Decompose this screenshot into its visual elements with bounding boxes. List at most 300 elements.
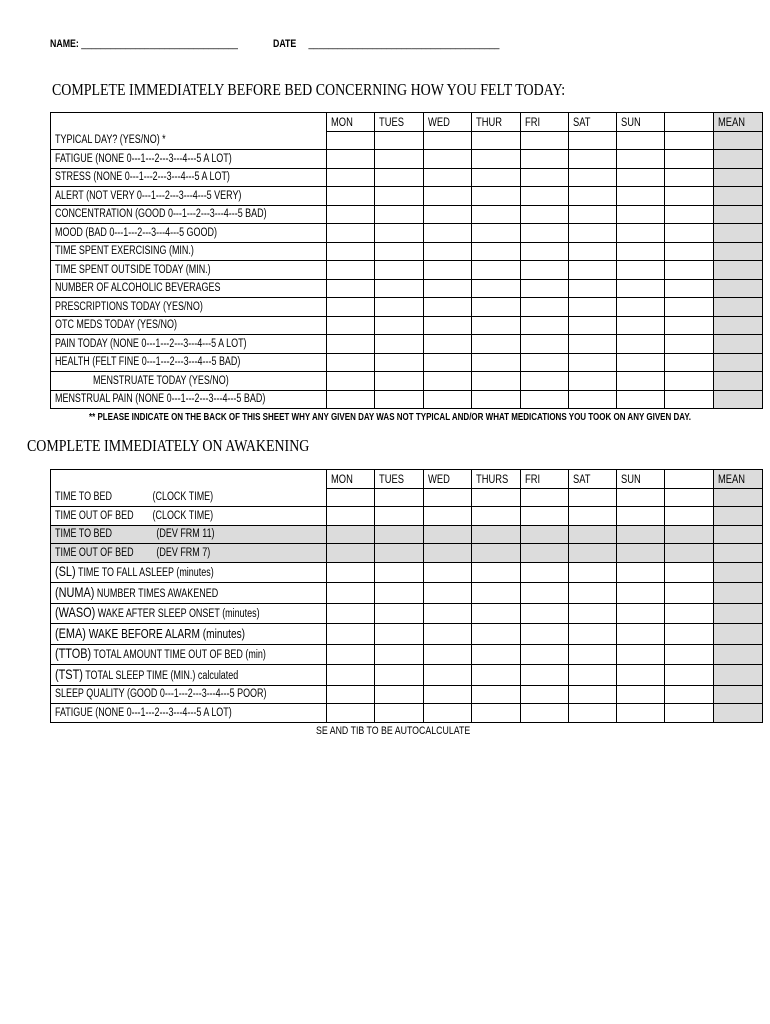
mean-cell <box>714 624 763 645</box>
entry-cell[interactable] <box>569 353 617 372</box>
entry-cell[interactable] <box>375 603 424 624</box>
entry-cell[interactable] <box>327 205 375 224</box>
entry-cell[interactable] <box>424 242 472 261</box>
entry-cell[interactable] <box>327 187 375 206</box>
entry-cell[interactable] <box>472 583 521 604</box>
measure-description: WAKE AFTER SLEEP ONSET (minutes) <box>95 608 260 621</box>
entry-cell[interactable] <box>327 562 375 583</box>
morning-table <box>50 469 763 723</box>
entry-cell[interactable] <box>375 279 424 298</box>
entry-cell[interactable] <box>521 261 569 280</box>
entry-cell[interactable] <box>327 525 375 544</box>
mean-cell <box>714 372 763 391</box>
back-of-sheet-note: ** PLEASE INDICATE ON THE BACK OF THIS SHEET WHY ANY GIVEN DAY WAS NOT TYPICAL AND/OR WHAT MEDICATIONS YOU TOOK ON ANY GIVEN DAY. <box>89 412 691 423</box>
row-label-detail: (CLOCK TIME) <box>152 491 214 503</box>
entry-cell[interactable] <box>665 644 714 665</box>
entry-cell[interactable] <box>375 187 424 206</box>
entry-cell[interactable] <box>472 316 521 335</box>
table-row <box>51 335 763 354</box>
mean-cell <box>714 353 763 372</box>
entry-cell[interactable] <box>521 562 569 583</box>
entry-cell[interactable] <box>472 372 521 391</box>
entry-cell[interactable] <box>424 562 472 583</box>
entry-cell[interactable] <box>472 168 521 187</box>
entry-cell[interactable] <box>617 205 665 224</box>
entry-cell[interactable] <box>569 544 617 563</box>
measure-description: TOTAL AMOUNT TIME OUT OF BED (min) <box>91 649 266 662</box>
entry-cell[interactable] <box>424 704 472 723</box>
mean-cell <box>714 205 763 224</box>
entry-cell[interactable] <box>472 205 521 224</box>
mean-cell <box>714 544 763 563</box>
entry-cell[interactable] <box>521 298 569 317</box>
entry-cell[interactable] <box>472 298 521 317</box>
row-label-text: TIME TO BED <box>55 528 112 541</box>
mean-cell <box>714 704 763 723</box>
entry-cell[interactable] <box>424 131 472 150</box>
entry-cell[interactable] <box>472 353 521 372</box>
entry-cell[interactable] <box>327 224 375 243</box>
entry-cell[interactable] <box>327 150 375 169</box>
entry-cell[interactable] <box>665 665 714 686</box>
table-row <box>51 390 763 409</box>
entry-cell[interactable] <box>327 353 375 372</box>
mean-cell <box>714 525 763 544</box>
entry-cell[interactable] <box>424 279 472 298</box>
entry-cell[interactable] <box>375 704 424 723</box>
entry-cell[interactable] <box>424 507 472 526</box>
entry-cell[interactable] <box>472 562 521 583</box>
entry-cell[interactable] <box>617 562 665 583</box>
entry-cell[interactable] <box>424 390 472 409</box>
entry-cell[interactable] <box>327 488 375 507</box>
entry-cell[interactable] <box>472 131 521 150</box>
entry-cell[interactable] <box>665 168 714 187</box>
row-label-text: TIME OUT OF BED <box>55 546 134 559</box>
entry-cell[interactable] <box>569 390 617 409</box>
entry-cell[interactable] <box>569 488 617 507</box>
entry-cell[interactable] <box>472 150 521 169</box>
date-label: DATE <box>273 38 297 50</box>
entry-cell[interactable] <box>665 562 714 583</box>
entry-cell[interactable] <box>521 372 569 391</box>
entry-cell[interactable] <box>424 224 472 243</box>
entry-cell[interactable] <box>327 685 375 704</box>
entry-cell[interactable] <box>617 704 665 723</box>
entry-cell[interactable] <box>617 685 665 704</box>
entry-cell[interactable] <box>424 685 472 704</box>
entry-cell[interactable] <box>665 704 714 723</box>
entry-cell[interactable] <box>617 624 665 645</box>
row-label: ALERT (NOT VERY 0---1---2---3---4---5 VERY) <box>51 187 327 206</box>
entry-cell[interactable] <box>375 583 424 604</box>
entry-cell[interactable] <box>327 644 375 665</box>
entry-cell[interactable] <box>375 298 424 317</box>
entry-cell[interactable] <box>521 583 569 604</box>
entry-cell[interactable] <box>327 704 375 723</box>
entry-cell[interactable] <box>617 150 665 169</box>
mean-cell <box>714 261 763 280</box>
entry-cell[interactable] <box>665 583 714 604</box>
entry-cell[interactable] <box>521 507 569 526</box>
entry-cell[interactable] <box>569 224 617 243</box>
entry-cell[interactable] <box>375 507 424 526</box>
entry-cell[interactable] <box>472 187 521 206</box>
column-header: SUN <box>617 470 665 489</box>
row-label-detail: (CLOCK TIME) <box>152 509 214 522</box>
section1-title: COMPLETE IMMEDIATELY BEFORE BED CONCERNING HOW YOU FELT TODAY: <box>52 80 566 99</box>
entry-cell[interactable] <box>569 665 617 686</box>
measure-description: TIME TO FALL ASLEEP (minutes) <box>75 567 214 580</box>
row-label-detail: (DEV FRM 11) <box>156 528 215 541</box>
entry-cell[interactable] <box>424 335 472 354</box>
entry-cell[interactable] <box>617 131 665 150</box>
column-header: WED <box>424 113 472 132</box>
entry-cell[interactable] <box>375 131 424 150</box>
entry-cell[interactable] <box>569 335 617 354</box>
row-label <box>51 665 327 686</box>
entry-cell[interactable] <box>327 316 375 335</box>
entry-cell[interactable] <box>617 242 665 261</box>
entry-cell[interactable] <box>569 279 617 298</box>
row-label: MOOD (BAD 0---1---2---3---4---5 GOOD) <box>51 224 327 243</box>
entry-cell[interactable] <box>375 544 424 563</box>
entry-cell[interactable] <box>472 242 521 261</box>
entry-cell[interactable] <box>617 488 665 507</box>
entry-cell[interactable] <box>327 168 375 187</box>
entry-cell[interactable] <box>424 665 472 686</box>
entry-cell[interactable] <box>472 279 521 298</box>
entry-cell[interactable] <box>665 372 714 391</box>
entry-cell[interactable] <box>424 150 472 169</box>
entry-cell[interactable] <box>521 353 569 372</box>
table-row <box>51 525 763 544</box>
entry-cell[interactable] <box>521 205 569 224</box>
entry-cell[interactable] <box>472 335 521 354</box>
entry-cell[interactable] <box>472 603 521 624</box>
entry-cell[interactable] <box>472 390 521 409</box>
entry-cell[interactable] <box>665 298 714 317</box>
entry-cell[interactable] <box>521 242 569 261</box>
name-field[interactable] <box>50 38 285 50</box>
mean-cell <box>714 583 763 604</box>
entry-cell[interactable] <box>665 507 714 526</box>
entry-cell[interactable] <box>665 131 714 150</box>
entry-cell[interactable] <box>472 544 521 563</box>
entry-cell[interactable] <box>569 131 617 150</box>
entry-cell[interactable] <box>521 704 569 723</box>
entry-cell[interactable] <box>472 644 521 665</box>
entry-cell[interactable] <box>375 353 424 372</box>
entry-cell[interactable] <box>424 168 472 187</box>
entry-cell[interactable] <box>521 685 569 704</box>
entry-cell[interactable] <box>665 261 714 280</box>
entry-cell[interactable] <box>375 316 424 335</box>
name-blank[interactable]: ________________________________ <box>81 38 238 50</box>
entry-cell[interactable] <box>521 131 569 150</box>
entry-cell[interactable] <box>617 187 665 206</box>
entry-cell[interactable] <box>665 603 714 624</box>
mean-cell <box>714 562 763 583</box>
entry-cell[interactable] <box>327 242 375 261</box>
entry-cell[interactable] <box>617 665 665 686</box>
entry-cell[interactable] <box>665 150 714 169</box>
entry-cell[interactable] <box>617 583 665 604</box>
column-header: SAT <box>569 113 617 132</box>
entry-cell[interactable] <box>665 488 714 507</box>
entry-cell[interactable] <box>327 603 375 624</box>
entry-cell[interactable] <box>569 298 617 317</box>
entry-cell[interactable] <box>569 187 617 206</box>
entry-cell[interactable] <box>424 624 472 645</box>
entry-cell[interactable] <box>521 603 569 624</box>
entry-cell[interactable] <box>665 242 714 261</box>
entry-cell[interactable] <box>521 488 569 507</box>
entry-cell[interactable] <box>617 544 665 563</box>
entry-cell[interactable] <box>665 279 714 298</box>
table-row <box>51 644 763 665</box>
measure-description: WAKE BEFORE ALARM (minutes) <box>85 625 246 641</box>
entry-cell[interactable] <box>375 624 424 645</box>
entry-cell[interactable] <box>472 488 521 507</box>
entry-cell[interactable] <box>521 279 569 298</box>
entry-cell[interactable] <box>375 168 424 187</box>
entry-cell[interactable] <box>521 150 569 169</box>
entry-cell[interactable] <box>617 372 665 391</box>
row-label: OTC MEDS TODAY (YES/NO) <box>51 316 327 335</box>
entry-cell[interactable] <box>617 525 665 544</box>
column-header: SUN <box>617 113 665 132</box>
entry-cell[interactable] <box>424 205 472 224</box>
column-header: FRI <box>521 470 569 489</box>
entry-cell[interactable] <box>569 316 617 335</box>
entry-cell[interactable] <box>375 685 424 704</box>
entry-cell[interactable] <box>569 168 617 187</box>
header-row <box>51 113 763 132</box>
entry-cell[interactable] <box>665 544 714 563</box>
table-row <box>51 562 763 583</box>
measure-abbreviation: (WASO) <box>55 604 96 621</box>
entry-cell[interactable] <box>424 298 472 317</box>
row-label: PAIN TODAY (NONE 0---1---2---3---4---5 A LOT) <box>51 335 327 354</box>
entry-cell[interactable] <box>424 372 472 391</box>
entry-cell[interactable] <box>617 390 665 409</box>
entry-cell[interactable] <box>665 205 714 224</box>
entry-cell[interactable] <box>375 562 424 583</box>
table-row <box>51 224 763 243</box>
row-label: MENSTRUAL PAIN (NONE 0---1---2---3---4---5 BAD) <box>51 390 327 409</box>
entry-cell[interactable] <box>569 507 617 526</box>
entry-cell[interactable] <box>617 168 665 187</box>
entry-cell[interactable] <box>424 603 472 624</box>
entry-cell[interactable] <box>617 298 665 317</box>
entry-cell[interactable] <box>472 704 521 723</box>
entry-cell[interactable] <box>665 224 714 243</box>
entry-cell[interactable] <box>327 507 375 526</box>
entry-cell[interactable] <box>375 261 424 280</box>
entry-cell[interactable] <box>569 150 617 169</box>
entry-cell[interactable] <box>375 372 424 391</box>
mean-cell <box>714 131 763 150</box>
entry-cell[interactable] <box>375 390 424 409</box>
entry-cell[interactable] <box>521 224 569 243</box>
entry-cell[interactable] <box>424 316 472 335</box>
entry-cell[interactable] <box>375 224 424 243</box>
entry-cell[interactable] <box>472 507 521 526</box>
table-row <box>51 353 763 372</box>
mean-cell <box>714 665 763 686</box>
table-row <box>51 507 763 526</box>
date-field[interactable] <box>273 38 556 50</box>
entry-cell[interactable] <box>521 624 569 645</box>
entry-cell[interactable] <box>472 685 521 704</box>
row-label: TYPICAL DAY? (YES/NO) * <box>51 131 327 150</box>
entry-cell[interactable] <box>665 525 714 544</box>
entry-cell[interactable] <box>327 665 375 686</box>
measure-description: TOTAL SLEEP TIME (MIN.) calculated <box>82 669 239 682</box>
entry-cell[interactable] <box>665 624 714 645</box>
entry-cell[interactable] <box>569 685 617 704</box>
column-header <box>665 470 714 489</box>
entry-cell[interactable] <box>569 372 617 391</box>
entry-cell[interactable] <box>375 242 424 261</box>
entry-cell[interactable] <box>521 187 569 206</box>
entry-cell[interactable] <box>569 525 617 544</box>
header-label-cell <box>51 470 327 489</box>
entry-cell[interactable] <box>665 316 714 335</box>
entry-cell[interactable] <box>665 335 714 354</box>
table-row <box>51 685 763 704</box>
entry-cell[interactable] <box>375 335 424 354</box>
entry-cell[interactable] <box>617 279 665 298</box>
entry-cell[interactable] <box>617 261 665 280</box>
column-header: MON <box>327 113 375 132</box>
column-header: MEAN <box>714 470 763 489</box>
entry-cell[interactable] <box>617 224 665 243</box>
column-header: TUES <box>375 113 424 132</box>
entry-cell[interactable] <box>424 261 472 280</box>
measure-abbreviation: (SL) <box>55 563 76 580</box>
entry-cell[interactable] <box>472 224 521 243</box>
entry-cell[interactable] <box>327 261 375 280</box>
entry-cell[interactable] <box>665 390 714 409</box>
header-label-cell <box>51 113 327 132</box>
entry-cell[interactable] <box>521 525 569 544</box>
entry-cell[interactable] <box>424 583 472 604</box>
entry-cell[interactable] <box>617 603 665 624</box>
entry-cell[interactable] <box>521 665 569 686</box>
entry-cell[interactable] <box>424 644 472 665</box>
entry-cell[interactable] <box>665 353 714 372</box>
entry-cell[interactable] <box>327 335 375 354</box>
entry-cell[interactable] <box>375 150 424 169</box>
table-row <box>51 704 763 723</box>
mean-cell <box>714 644 763 665</box>
entry-cell[interactable] <box>617 644 665 665</box>
row-label: STRESS (NONE 0---1---2---3---4---5 A LOT) <box>51 168 327 187</box>
entry-cell[interactable] <box>665 685 714 704</box>
entry-cell[interactable] <box>327 624 375 645</box>
entry-cell[interactable] <box>521 335 569 354</box>
measure-abbreviation: (NUMA) <box>55 583 95 600</box>
entry-cell[interactable] <box>327 279 375 298</box>
entry-cell[interactable] <box>521 644 569 665</box>
entry-cell[interactable] <box>327 372 375 391</box>
entry-cell[interactable] <box>569 242 617 261</box>
column-header: MEAN <box>714 113 763 132</box>
entry-cell[interactable] <box>569 704 617 723</box>
table-row <box>51 168 763 187</box>
entry-cell[interactable] <box>375 644 424 665</box>
entry-cell[interactable] <box>569 624 617 645</box>
entry-cell[interactable] <box>424 187 472 206</box>
table-row <box>51 187 763 206</box>
entry-cell[interactable] <box>375 525 424 544</box>
column-header: SAT <box>569 470 617 489</box>
entry-cell[interactable] <box>521 168 569 187</box>
autocalculate-footnote: SE AND TIB TO BE AUTOCALCULATE <box>316 725 471 737</box>
entry-cell[interactable] <box>569 644 617 665</box>
entry-cell[interactable] <box>472 624 521 645</box>
row-label: NUMBER OF ALCOHOLIC BEVERAGES <box>51 279 327 298</box>
entry-cell[interactable] <box>569 205 617 224</box>
entry-cell[interactable] <box>327 390 375 409</box>
entry-cell[interactable] <box>424 544 472 563</box>
entry-cell[interactable] <box>375 205 424 224</box>
entry-cell[interactable] <box>327 298 375 317</box>
entry-cell[interactable] <box>472 525 521 544</box>
entry-cell[interactable] <box>424 353 472 372</box>
entry-cell[interactable] <box>327 583 375 604</box>
entry-cell[interactable] <box>521 390 569 409</box>
entry-cell[interactable] <box>521 316 569 335</box>
entry-cell[interactable] <box>569 261 617 280</box>
mean-cell <box>714 316 763 335</box>
mean-cell <box>714 488 763 507</box>
row-label: SLEEP QUALITY (GOOD 0---1---2---3---4---5 POOR) <box>51 685 327 704</box>
entry-cell[interactable] <box>569 583 617 604</box>
entry-cell[interactable] <box>617 507 665 526</box>
entry-cell[interactable] <box>472 665 521 686</box>
entry-cell[interactable] <box>424 488 472 507</box>
table-row <box>51 131 763 150</box>
entry-cell[interactable] <box>327 131 375 150</box>
date-blank[interactable]: _______________________________________ <box>308 38 500 50</box>
entry-cell[interactable] <box>569 562 617 583</box>
entry-cell[interactable] <box>617 335 665 354</box>
column-header <box>665 113 714 132</box>
entry-cell[interactable] <box>521 544 569 563</box>
entry-cell[interactable] <box>665 187 714 206</box>
entry-cell[interactable] <box>617 316 665 335</box>
entry-cell[interactable] <box>424 525 472 544</box>
entry-cell[interactable] <box>472 261 521 280</box>
entry-cell[interactable] <box>327 544 375 563</box>
row-label <box>51 544 327 563</box>
table-row <box>51 665 763 686</box>
entry-cell[interactable] <box>375 665 424 686</box>
entry-cell[interactable] <box>569 603 617 624</box>
row-label: HEALTH (FELT FINE 0---1---2---3---4---5 BAD) <box>51 353 327 372</box>
table-row <box>51 316 763 335</box>
table-row <box>51 583 763 604</box>
entry-cell[interactable] <box>617 353 665 372</box>
mean-cell <box>714 390 763 409</box>
column-header: THURS <box>472 470 521 489</box>
table-row <box>51 372 763 391</box>
entry-cell[interactable] <box>375 488 424 507</box>
row-label <box>51 644 327 665</box>
